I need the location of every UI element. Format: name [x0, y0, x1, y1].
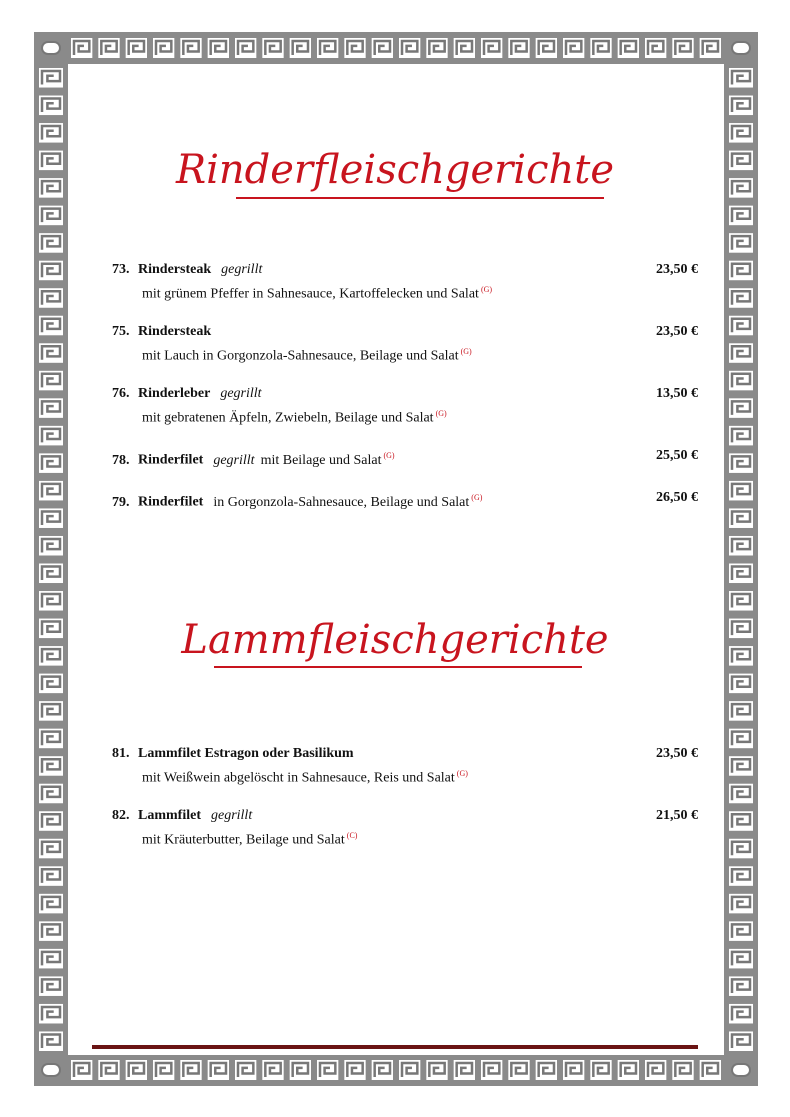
greek-key-tile: [39, 481, 63, 501]
corner-ornament: [732, 1064, 750, 1076]
greek-key-tile: [729, 288, 753, 308]
menu-item: [112, 260, 698, 305]
item-number: 78.: [112, 452, 130, 468]
item-description: mit gebratenen Äpfeln, Zwiebeln, Beilage und Salat: [142, 410, 434, 426]
greek-key-tile: [399, 38, 420, 58]
greek-key-tile: [729, 453, 753, 473]
item-name: Rinderfilet: [138, 494, 204, 510]
menu-item: [112, 384, 698, 429]
greek-key-tile: [454, 1060, 475, 1080]
item-number: 76.: [112, 386, 130, 401]
greek-key-tile: [98, 1060, 119, 1080]
greek-key-tile: [729, 674, 753, 694]
item-price: 25,50 €: [656, 448, 698, 463]
item-description: mit Lauch in Gorgonzola-Sahnesauce, Beilage und Salat: [142, 348, 459, 364]
allergen-code: (G): [471, 493, 483, 502]
bottom-divider: [92, 1045, 698, 1049]
greek-key-tile: [39, 371, 63, 391]
greek-key-tile: [729, 921, 753, 941]
greek-key-tile: [39, 1004, 63, 1024]
title-underline: [236, 197, 604, 199]
menu-item: [112, 322, 698, 367]
greek-key-tile: [39, 866, 63, 886]
menu-item: [112, 744, 698, 789]
greek-key-tile: [618, 1060, 639, 1080]
item-name: Rinderfilet: [138, 452, 204, 468]
greek-key-tile: [39, 508, 63, 528]
item-name: Rindersteak: [138, 262, 212, 277]
item-number: 82.: [112, 808, 130, 823]
greek-key-tile: [729, 261, 753, 281]
greek-key-tile: [262, 38, 283, 58]
item-note: gegrillt: [220, 386, 262, 401]
corner-ornament: [732, 42, 750, 54]
item-number: 73.: [112, 262, 130, 277]
greek-key-tile: [317, 38, 338, 58]
greek-key-tile: [39, 1031, 63, 1051]
greek-key-tile: [590, 1060, 611, 1080]
greek-key-tile: [454, 38, 475, 58]
allergen-code: (G): [480, 285, 493, 294]
menu-item: [112, 488, 698, 513]
item-description: mit Weißwein abgelöscht in Sahnesauce, Reis und Salat: [142, 770, 455, 786]
item-name: Rindersteak: [138, 324, 212, 339]
menu-item: [112, 446, 698, 471]
greek-key-tile: [235, 38, 256, 58]
section-title-beef: Rinderfleischgerichte: [175, 147, 614, 193]
greek-key-tile: [290, 38, 311, 58]
greek-key-tile: [729, 96, 753, 116]
item-price: 23,50 €: [656, 324, 698, 339]
greek-key-tile: [180, 1060, 201, 1080]
greek-key-tile: [126, 1060, 147, 1080]
greek-key-tile: [39, 784, 63, 804]
greek-key-tile: [729, 508, 753, 528]
greek-key-tile: [153, 1060, 174, 1080]
greek-key-tile: [39, 233, 63, 253]
allergen-code: (G): [435, 409, 447, 418]
greek-key-tile: [208, 1060, 229, 1080]
greek-key-tile: [317, 1060, 338, 1080]
greek-key-tile: [536, 38, 557, 58]
greek-key-tile: [729, 426, 753, 446]
item-name: Lammfilet: [138, 808, 201, 823]
greek-key-tile: [618, 38, 639, 58]
item-number: 81.: [112, 746, 130, 761]
greek-key-tile: [39, 123, 63, 143]
greek-key-tile: [290, 1060, 311, 1080]
greek-key-tile: [344, 1060, 365, 1080]
greek-key-tile: [39, 839, 63, 859]
greek-key-tile: [153, 38, 174, 58]
greek-key-tile: [39, 701, 63, 721]
greek-key-tile: [39, 96, 63, 116]
greek-key-tile: [729, 701, 753, 721]
item-price: 23,50 €: [656, 262, 698, 277]
greek-key-tile: [39, 894, 63, 914]
greek-key-tile: [729, 371, 753, 391]
item-description: mit Kräuterbutter, Beilage und Salat: [142, 832, 345, 848]
menu-item: [112, 806, 698, 851]
greek-key-tile: [39, 288, 63, 308]
section-title-lamb: Lammfleischgerichte: [181, 617, 609, 663]
greek-key-tile: [729, 839, 753, 859]
item-note: gegrillt: [210, 808, 253, 823]
corner-ornament: [42, 42, 60, 54]
greek-key-tile: [39, 674, 63, 694]
item-price: 21,50 €: [656, 808, 698, 823]
greek-key-tile: [39, 949, 63, 969]
greek-key-tile: [39, 453, 63, 473]
greek-key-tile: [39, 261, 63, 281]
greek-key-tile: [426, 1060, 447, 1080]
item-number: 75.: [112, 324, 130, 339]
greek-key-tile: [481, 1060, 502, 1080]
greek-key-tile: [536, 1060, 557, 1080]
greek-key-tile: [262, 1060, 283, 1080]
greek-key-tile: [563, 1060, 584, 1080]
greek-key-tile: [344, 38, 365, 58]
greek-key-tile: [729, 233, 753, 253]
greek-key-tile: [372, 1060, 393, 1080]
greek-key-tile: [729, 398, 753, 418]
greek-key-tile: [729, 976, 753, 996]
greek-key-tile: [729, 206, 753, 226]
corner-ornament: [42, 1064, 60, 1076]
greek-key-tile: [672, 38, 693, 58]
item-number: 79.: [112, 494, 130, 510]
greek-key-tile: [39, 591, 63, 611]
greek-key-tile: [39, 729, 63, 749]
greek-key-tile: [481, 38, 502, 58]
greek-key-tile: [208, 38, 229, 58]
greek-key-tile: [39, 811, 63, 831]
greek-key-tile: [39, 398, 63, 418]
greek-key-tile: [729, 784, 753, 804]
greek-key-tile: [508, 1060, 529, 1080]
greek-key-tile: [645, 1060, 666, 1080]
item-price: 26,50 €: [656, 490, 698, 505]
greek-key-tile: [180, 38, 201, 58]
item-description: mit grünem Pfeffer in Sahnesauce, Kartoffelecken und Salat: [142, 286, 479, 302]
greek-key-tile: [729, 811, 753, 831]
item-price: 13,50 €: [656, 386, 698, 401]
greek-key-tile: [729, 536, 753, 556]
greek-key-tile: [39, 68, 63, 88]
greek-key-tile: [729, 949, 753, 969]
greek-key-tile: [399, 1060, 420, 1080]
greek-key-tile: [372, 38, 393, 58]
item-name: Rinderleber: [138, 386, 211, 401]
greek-key-tile: [729, 68, 753, 88]
greek-key-tile: [700, 1060, 721, 1080]
item-description: mit Beilage und Salat: [260, 452, 382, 468]
greek-key-tile: [39, 316, 63, 336]
greek-key-tile: [39, 536, 63, 556]
greek-key-tile: [645, 38, 666, 58]
allergen-code: (G): [383, 451, 395, 460]
greek-key-tile: [729, 729, 753, 749]
greek-key-tile: [98, 38, 119, 58]
greek-key-tile: [71, 38, 92, 58]
greek-key-tile: [235, 1060, 256, 1080]
item-description: in Gorgonzola-Sahnesauce, Beilage und Salat: [213, 494, 470, 510]
greek-key-tile: [563, 38, 584, 58]
greek-key-tile: [729, 1004, 753, 1024]
greek-key-tile: [729, 866, 753, 886]
greek-key-tile: [508, 38, 529, 58]
greek-key-tile: [39, 921, 63, 941]
allergen-code: (G): [460, 347, 472, 356]
allergen-code: (C): [346, 831, 358, 840]
greek-key-tile: [426, 38, 447, 58]
greek-key-tile: [729, 894, 753, 914]
item-note: gegrillt: [213, 452, 255, 468]
greek-key-tile: [672, 1060, 693, 1080]
greek-key-tile: [729, 123, 753, 143]
greek-key-tile: [729, 591, 753, 611]
item-note: gegrillt: [221, 262, 263, 277]
allergen-code: (G): [456, 769, 468, 778]
greek-key-tile: [71, 1060, 92, 1080]
greek-key-tile: [39, 976, 63, 996]
greek-key-tile: [729, 756, 753, 776]
greek-key-tile: [39, 206, 63, 226]
greek-key-tile: [39, 343, 63, 363]
greek-key-tile: [729, 316, 753, 336]
title-underline: [214, 666, 582, 668]
greek-key-tile: [39, 756, 63, 776]
greek-key-tile: [39, 426, 63, 446]
greek-key-tile: [700, 38, 721, 58]
greek-key-tile: [729, 481, 753, 501]
greek-key-tile: [729, 1031, 753, 1051]
item-price: 23,50 €: [656, 746, 698, 761]
greek-key-tile: [729, 564, 753, 584]
greek-key-tile: [729, 343, 753, 363]
greek-key-tile: [590, 38, 611, 58]
greek-key-tile: [39, 564, 63, 584]
item-name: Lammfilet Estragon oder Basilikum: [138, 746, 354, 761]
greek-key-tile: [126, 38, 147, 58]
